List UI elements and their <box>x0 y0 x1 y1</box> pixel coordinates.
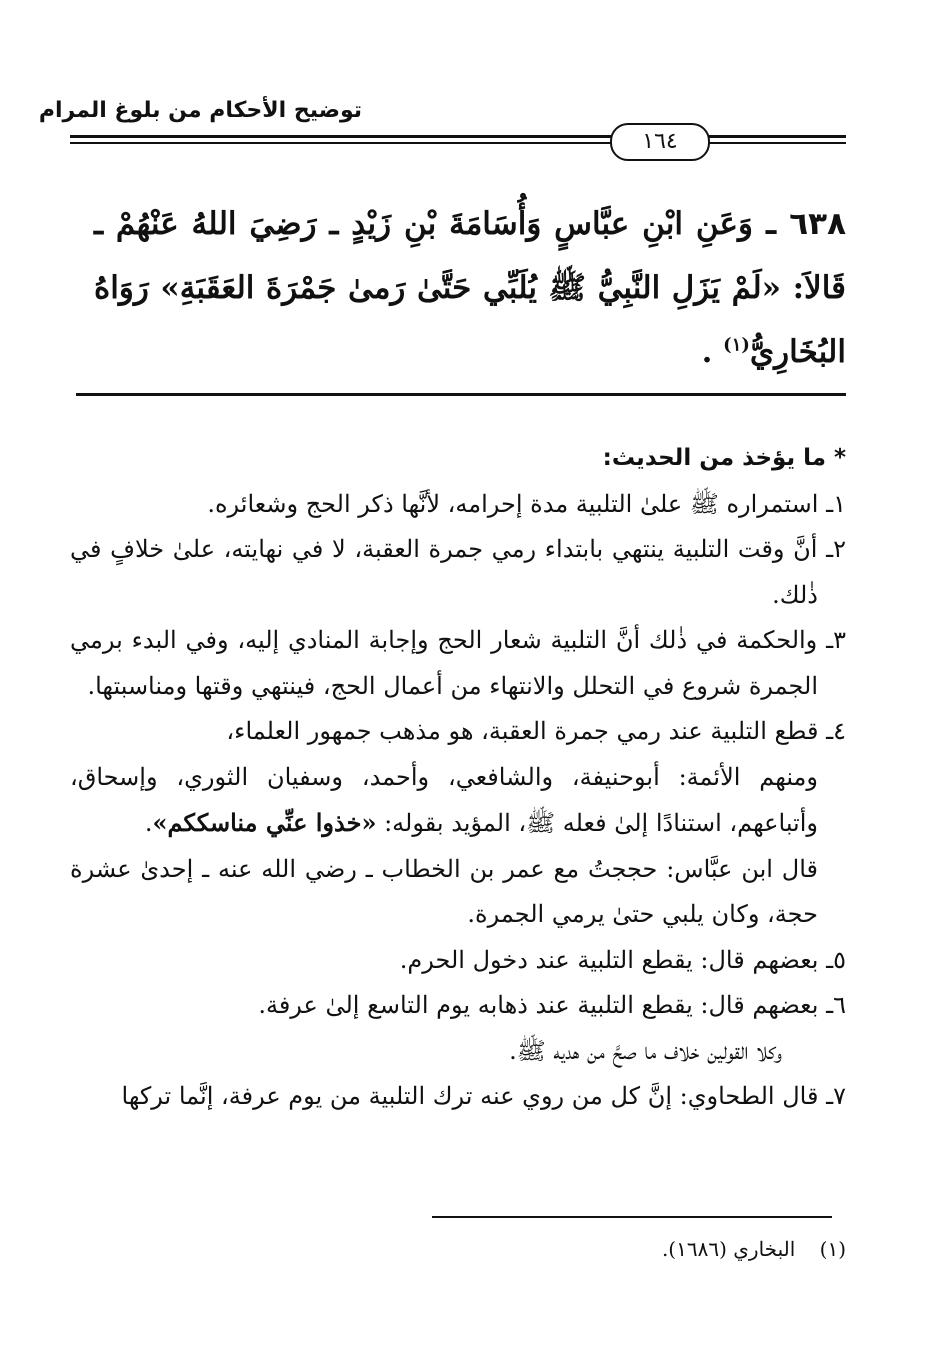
hadith-line-2: قَالاَ: «لَمْ يَزَلِ النَّبِيُّ ﷺ يُلَبِّي حَتَّىٰ رَمىٰ جَمْرَةَ العَقَبَةِ» رَوَاهُ <box>94 270 846 306</box>
section-divider <box>76 393 846 396</box>
commentary-item-1: ١ـ استمراره ﷺ علىٰ التلبية مدة إحرامه، لأنَّها ذكر الحج وشعائره. <box>207 489 846 518</box>
hadith-line-1: وَعَنِ ابْنِ عبَّاسٍ وَأُسَامَةَ بْنِ زَيْدٍ ـ رَضِيَ اللهُ عَنْهُمْ ـ <box>94 206 753 242</box>
header-rule-top <box>70 135 846 138</box>
running-title: توضيح الأحكام من بلوغ المرام <box>38 98 362 123</box>
hadith-number: ٦٣٨ ـ <box>765 206 846 242</box>
both-opinions-note: وكلا القولين خلاف ما صحَّ من هديه ﷺ. <box>509 1036 782 1065</box>
commentary-item-5: ٥ـ بعضهم قال: يقطع التلبية عند دخول الحرم. <box>399 945 846 974</box>
footnote <box>662 1232 846 1266</box>
commentary-item-6: ٦ـ بعضهم قال: يقطع التلبية عند ذهابه يوم التاسع إلىٰ عرفة. <box>258 991 846 1019</box>
footnote-text: البخاري (١٦٨٦). <box>661 1237 796 1261</box>
hadith-text <box>94 192 846 384</box>
hadith-line-3-end: . <box>701 334 713 370</box>
commentary-item-7: ٧ـ قال الطحاوي: إنَّ كل من روي عنه ترك التلبية من يوم عرفة، إنَّما تركها <box>121 1082 846 1110</box>
footnote-divider <box>432 1216 832 1218</box>
item-4-scholars: ومنهم الأئمة: أبوحنيفة، والشافعي، وأحمد، وسفيان الثوري، وإسحاق، وأتباعهم، استنادًا إلىٰ فعله ﷺ، المؤيد بقوله: <box>70 762 818 837</box>
footnote-reference: (١) <box>723 334 750 356</box>
commentary-item-2: ٢ـ أنَّ وقت التلبية ينتهي بابتداء رمي جمرة العقبة، لا في نهايته، علىٰ خلافٍ في ذٰلك. <box>70 535 846 609</box>
commentary-item-4: ٤ـ قطع التلبية عند رمي جمرة العقبة، هو مذهب جمهور العلماء، <box>226 717 846 745</box>
ibn-abbas-report: قال ابن عبَّاس: حججتُ مع عمر بن الخطاب ـ رضي الله عنه ـ إحدىٰ عشرة حجة، وكان يلبي حتىٰ يرمي الجمرة. <box>70 854 818 928</box>
commentary-item-4-continuation <box>70 755 846 847</box>
item-4-end: . <box>144 809 153 837</box>
commentary-heading: * ما يؤخذ من الحديث: <box>602 445 846 471</box>
item-4-quote: «خذوا عنِّي مناسككم» <box>152 808 377 837</box>
footnote-number: (١) <box>819 1237 846 1261</box>
commentary-item-3: ٣ـ والحكمة في ذٰلك أنَّ التلبية شعار الحج وإجابة المنادي إليه، وفي البدء برمي الجمرة شروع في التحلل والانتهاء من أعمال الحج، فينتهي وقتها ومناسبتها. <box>70 626 846 700</box>
commentary <box>70 436 846 1120</box>
header-rule-bottom <box>70 142 846 144</box>
page-number: ١٦٤ <box>610 123 710 161</box>
hadith-line-3: البُخَارِيُّ <box>749 334 846 370</box>
